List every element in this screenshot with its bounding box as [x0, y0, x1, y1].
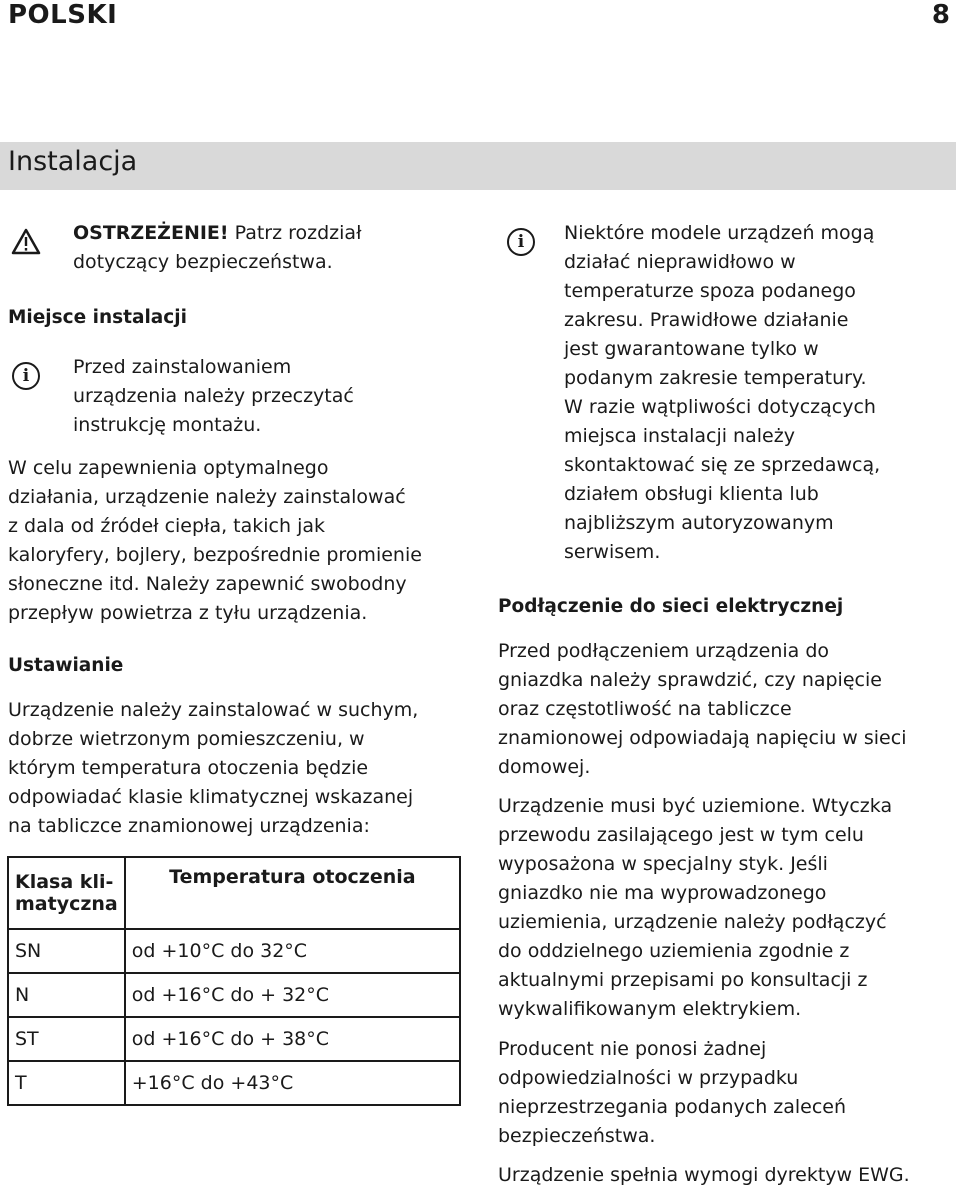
placement-note: Przed zainstalowaniem urządzenia należy przeczytać instrukcję montażu. — [73, 356, 354, 436]
electric-heading: Podłączenie do sieci elektrycznej — [498, 596, 844, 617]
table-cell-temperature: od +16°C do + 38°C — [125, 1017, 460, 1061]
warning-text: OSTRZEŻENIE! Patrz rozdział dotyczący bezpieczeństwa. — [73, 222, 362, 273]
table-cell-class: SN — [8, 929, 125, 973]
table-cell-temperature: +16°C do +43°C — [125, 1061, 460, 1105]
electric-paragraph-2: Urządzenie musi być uziemione. Wtyczka przewodu zasilającego jest w tym celu wyposażona w specjalny styk. Jeśli gniazdko nie ma wyprowadzonego uziemienia, urządzenie należy podłączyć do oddzielnego uziemienia zgodnie z aktualnymi przepisami po konsultacji z wykwalifikowanym elektrykiem. — [498, 795, 893, 1020]
table-cell-class: T — [8, 1061, 125, 1105]
section-title: Instalacja — [8, 146, 138, 177]
electric-paragraph-3: Producent nie ponosi żadnej odpowiedzialności w przypadku nieprzestrzegania podanych zaleceń bezpieczeństwa. — [498, 1038, 847, 1147]
setup-body: Urządzenie należy zainstalować w suchym, dobrze wietrzonym pomieszczeniu, w którym temperatura otoczenia będzie odpowiadać klasie klimatycznej wskazanej na tabliczce znamionowej urządzenia: — [8, 699, 419, 837]
info-icon: i — [12, 362, 40, 390]
language-label: POLSKI — [8, 0, 118, 30]
table-row — [8, 1061, 460, 1105]
setup-heading: Ustawianie — [8, 655, 124, 676]
table-row — [8, 1017, 460, 1061]
table-cell-temperature: od +16°C do + 32°C — [125, 973, 460, 1017]
table-header-temperature: Temperatura otoczenia — [125, 857, 460, 929]
placement-body: W celu zapewnienia optymalnego działania, urządzenie należy zainstalować z dala od źródeł ciepła, takich jak kaloryfery, bojlery, bezpośrednie promienie słoneczne itd. Należy zapewnić swobodny przepływ powietrza z tyłu urządzenia. — [8, 457, 422, 624]
placement-heading: Miejsce instalacji — [8, 307, 187, 328]
electric-paragraph-1: Przed podłączeniem urządzenia do gniazdka należy sprawdzić, czy napięcie oraz częstotliwość na tabliczce znamionowej odpowiadają napięciu w sieci domowej. — [498, 640, 907, 778]
table-header-class: Klasa kli- matyczna — [8, 857, 125, 929]
table-cell-temperature: od +10°C do 32°C — [125, 929, 460, 973]
page-number: 8 — [931, 0, 950, 30]
climate-class-table — [7, 856, 461, 1106]
warning-label: OSTRZEŻENIE! — [73, 222, 229, 244]
table-cell-class: ST — [8, 1017, 125, 1061]
info-icon: i — [507, 228, 535, 256]
table-row — [8, 973, 460, 1017]
electric-paragraph-4: Urządzenie spełnia wymogi dyrektyw EWG. — [498, 1164, 910, 1186]
warning-icon — [11, 228, 41, 255]
temperature-note: Niektóre modele urządzeń mogą działać nieprawidłowo w temperaturze spoza podanego zakresu. Prawidłowe działanie jest gwarantowane tylko w podanym zakresie temperatury. W razie wątpliwości dotyczących miejsca instalacji należy skontaktować się ze sprzedawcą, działem obsługi klienta lub najbliższym autoryzowanym serwisem. — [564, 222, 881, 563]
table-cell-class: N — [8, 973, 125, 1017]
table-header-row — [8, 857, 460, 929]
table-row — [8, 929, 460, 973]
section-band — [0, 142, 956, 190]
